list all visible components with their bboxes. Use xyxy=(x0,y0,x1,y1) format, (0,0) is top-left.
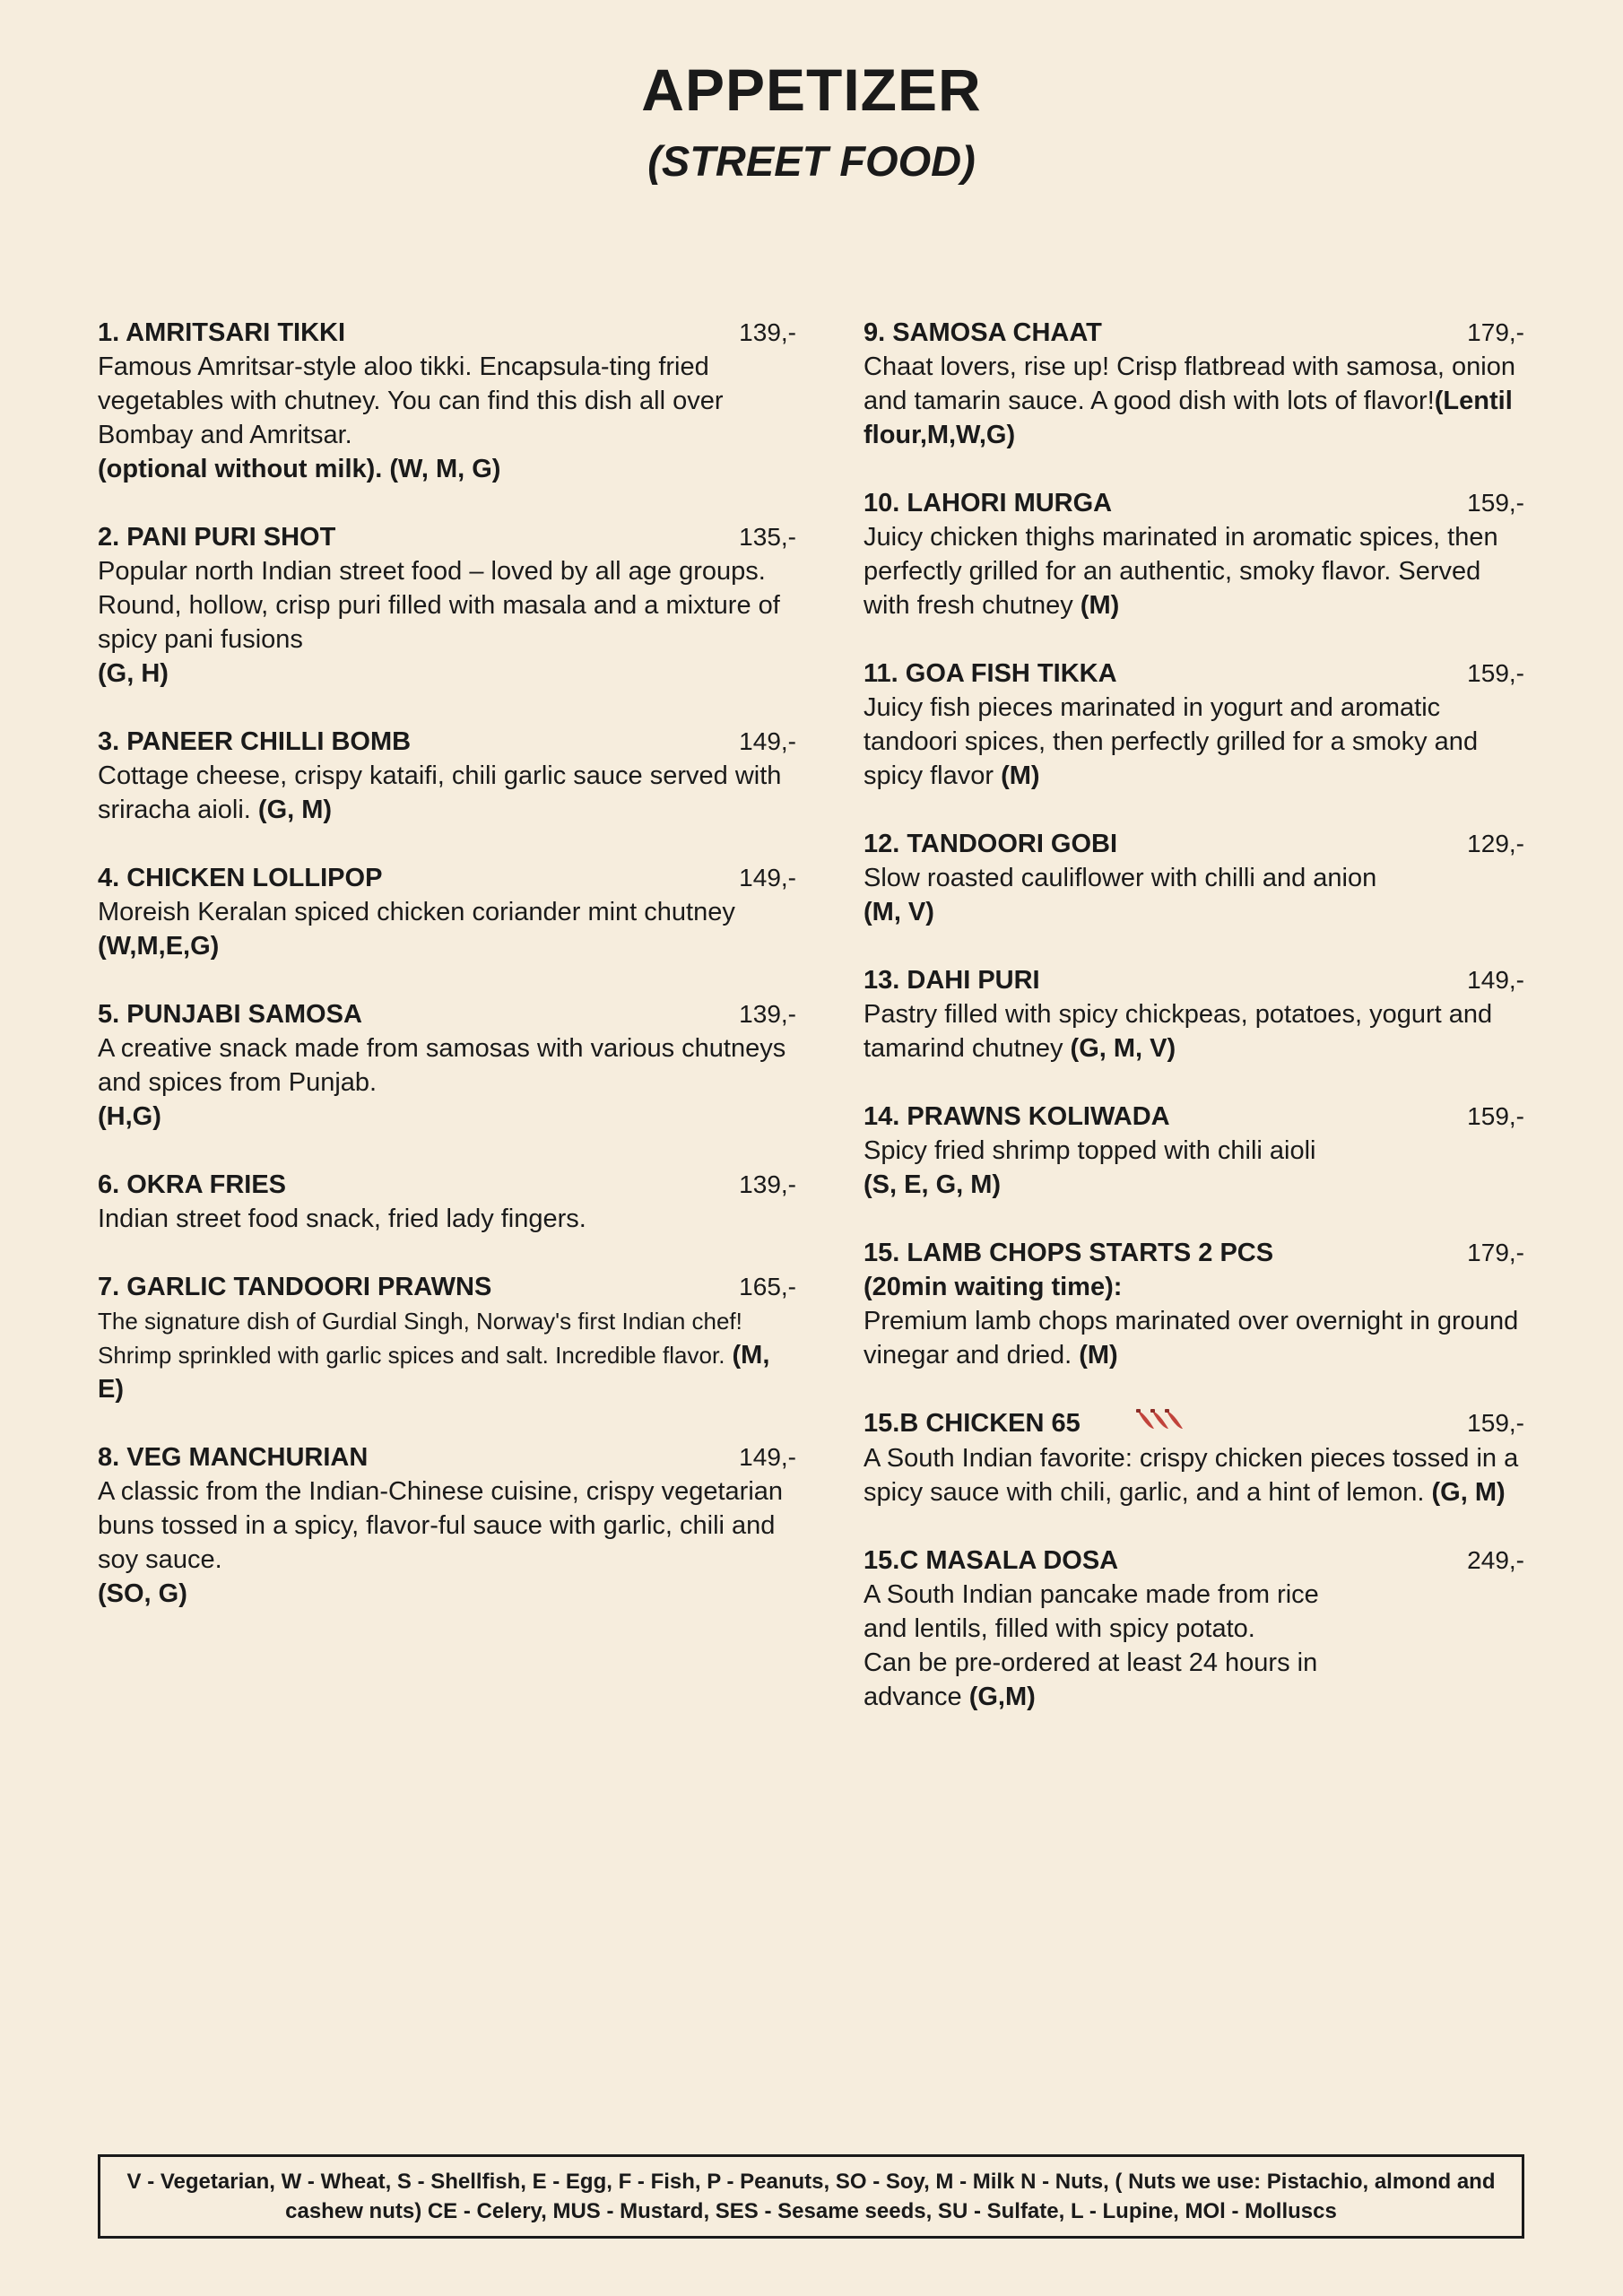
item-name: 4. CHICKEN LOLLIPOP xyxy=(98,864,383,892)
item-name: 15.B CHICKEN 65 xyxy=(864,1409,1081,1438)
item-allergens: (W,M,E,G) xyxy=(98,932,220,961)
page-subtitle: (STREET FOOD) xyxy=(647,137,976,185)
menu-item xyxy=(98,1440,796,1611)
item-name: 1. AMRITSARI TIKKI xyxy=(98,318,346,347)
item-name: 13. DAHI PURI xyxy=(864,966,1040,995)
item-price: 159,- xyxy=(1467,659,1524,687)
menu-item xyxy=(864,316,1524,452)
item-price: 179,- xyxy=(1467,1239,1524,1266)
allergen-legend-text: V - Vegetarian, W - Wheat, S - Shellfish, E - Egg, F - Fish, P - Peanuts, SO - Soy, M - Milk N - Nuts, ( Nuts we use: Pistachio, almond and cashew nuts) CE - Celery, MUS - Mustard, SES - Sesame seeds, SU - Sulfate, L - Lupine, MOl - Molluscs xyxy=(126,2170,1496,2223)
item-description: Juicy chicken thighs marinated in aromatic spices, then perfectly grilled for an authentic, smoky flavor. Served with fresh chutney xyxy=(864,523,1498,620)
item-description: A creative snack made from samosas with various chutneys and spices from Punjab. xyxy=(98,1034,786,1097)
item-name: 12. TANDOORI GOBI xyxy=(864,830,1118,858)
menu-item xyxy=(98,316,796,486)
item-price: 149,- xyxy=(739,727,796,755)
item-price: 159,- xyxy=(1467,1409,1524,1437)
menu-item xyxy=(98,861,796,963)
item-name: 9. SAMOSA CHAAT xyxy=(864,318,1102,347)
menu-item xyxy=(864,657,1524,793)
item-name: 5. PUNJABI SAMOSA xyxy=(98,1000,362,1029)
item-price: 249,- xyxy=(1467,1546,1524,1575)
item-name-line2: (20min waiting time): xyxy=(864,1273,1123,1301)
item-allergens: (M) xyxy=(1080,591,1120,620)
item-price: 159,- xyxy=(1467,489,1524,517)
item-price: 159,- xyxy=(1467,1102,1524,1130)
item-name: 8. VEG MANCHURIAN xyxy=(98,1443,369,1472)
menu-column-right xyxy=(864,316,1524,1748)
item-price: 129,- xyxy=(1467,830,1524,857)
item-price: 135,- xyxy=(739,523,796,551)
item-description: Moreish Keralan spiced chicken coriander mint chutney xyxy=(98,898,735,926)
allergen-legend xyxy=(98,2154,1524,2239)
menu-item xyxy=(864,963,1524,1065)
item-price: 139,- xyxy=(739,1170,796,1198)
item-name: 10. LAHORI MURGA xyxy=(864,489,1113,517)
chili-icon xyxy=(1134,1407,1192,1441)
item-allergens: (M, E) xyxy=(98,1341,770,1404)
item-allergens: (SO, G) xyxy=(98,1579,187,1608)
item-name: 2. PANI PURI SHOT xyxy=(98,523,336,552)
menu-item xyxy=(98,520,796,691)
menu-item xyxy=(98,997,796,1134)
item-allergens: (M, V) xyxy=(864,898,934,926)
menu-item xyxy=(98,1270,796,1406)
item-price: 139,- xyxy=(739,318,796,346)
item-description: Popular north Indian street food – loved by all age groups. Round, hollow, crisp puri filled with masala and a mixture of spicy pani fusions xyxy=(98,557,780,654)
item-name: 6. OKRA FRIES xyxy=(98,1170,287,1199)
item-description: Indian street food snack, fried lady fingers. xyxy=(98,1205,586,1233)
item-price: 165,- xyxy=(739,1273,796,1300)
item-description: The signature dish of Gurdial Singh, Norway's first Indian chef! Shrimp sprinkled with garlic spices and salt. Incredible flavor. xyxy=(98,1308,742,1369)
item-name: 15. LAMB CHOPS STARTS 2 PCS xyxy=(864,1239,1274,1267)
item-name: 15.C MASALA DOSA xyxy=(864,1546,1119,1576)
item-name: 14. PRAWNS KOLIWADA xyxy=(864,1102,1170,1131)
item-description: Premium lamb chops marinated over overnight in ground vinegar and dried. xyxy=(864,1307,1519,1370)
menu-item xyxy=(864,827,1524,929)
item-description-line: advance xyxy=(864,1683,962,1712)
item-description: Chaat lovers, rise up! Crisp flatbread with samosa, onion and tamarin sauce. A good dish with lots of flavor! xyxy=(864,352,1515,415)
item-description: Spicy fried shrimp topped with chili aioli xyxy=(864,1136,1316,1165)
item-allergens: (G, M) xyxy=(257,796,333,824)
menu-item xyxy=(98,725,796,827)
item-allergens: (G,M) xyxy=(968,1683,1036,1712)
menu-item xyxy=(864,486,1524,622)
item-description-line: and lentils, filled with spicy potato. xyxy=(864,1614,1255,1644)
menu-column-left xyxy=(98,316,796,1645)
item-description: Pastry filled with spicy chickpeas, potatoes, yogurt and tamarind chutney xyxy=(864,1000,1493,1063)
item-allergens: (Lentil flour,M,W,G) xyxy=(864,387,1513,449)
item-description: Slow roasted cauliflower with chilli and anion xyxy=(864,864,1377,892)
item-description-line: A South Indian pancake made from rice xyxy=(864,1580,1319,1610)
item-allergens: (H,G) xyxy=(98,1102,161,1131)
item-description: Juicy fish pieces marinated in yogurt and aromatic tandoori spices, then perfectly grilled for a smoky and spicy flavor xyxy=(864,693,1479,790)
item-price: 179,- xyxy=(1467,318,1524,346)
menu-item xyxy=(864,1236,1524,1372)
menu-item xyxy=(864,1544,1524,1714)
item-price: 149,- xyxy=(739,864,796,891)
item-allergens: (G, H) xyxy=(98,659,169,688)
item-name: 3. PANEER CHILLI BOMB xyxy=(98,727,412,756)
item-description: Cottage cheese, crispy kataifi, chili garlic sauce served with sriracha aioli. xyxy=(98,761,782,824)
item-name: 11. GOA FISH TIKKA xyxy=(864,659,1117,688)
menu-item xyxy=(98,1168,796,1236)
item-price: 149,- xyxy=(739,1443,796,1471)
item-description-line: Can be pre-ordered at least 24 hours in xyxy=(864,1648,1318,1678)
item-description: A classic from the Indian-Chinese cuisine, crispy vegetarian buns tossed in a spicy, flavor-ful sauce with garlic, chili and soy sauce. xyxy=(98,1477,784,1574)
item-name: 7. GARLIC TANDOORI PRAWNS xyxy=(98,1273,492,1301)
item-allergens: (M) xyxy=(1001,761,1040,790)
menu-item xyxy=(864,1100,1524,1202)
item-allergens: (S, E, G, M) xyxy=(864,1170,1002,1199)
item-price: 149,- xyxy=(1467,966,1524,994)
item-allergens: (optional without milk). (W, M, G) xyxy=(98,455,501,483)
item-price: 139,- xyxy=(739,1000,796,1028)
item-allergens: (M) xyxy=(1079,1341,1118,1370)
page-title: APPETIZER xyxy=(641,57,982,123)
item-allergens: (G, M) xyxy=(1431,1478,1506,1508)
item-description: A South Indian favorite: crispy chicken pieces tossed in a spicy sauce with chili, garlic, and a hint of lemon. xyxy=(864,1444,1519,1508)
item-description: Famous Amritsar-style aloo tikki. Encapsula-ting fried vegetables with chutney. You can find this dish all over Bombay and Amritsar. xyxy=(98,352,724,449)
menu-item xyxy=(864,1406,1524,1509)
item-allergens: (G, M, V) xyxy=(1070,1034,1176,1063)
